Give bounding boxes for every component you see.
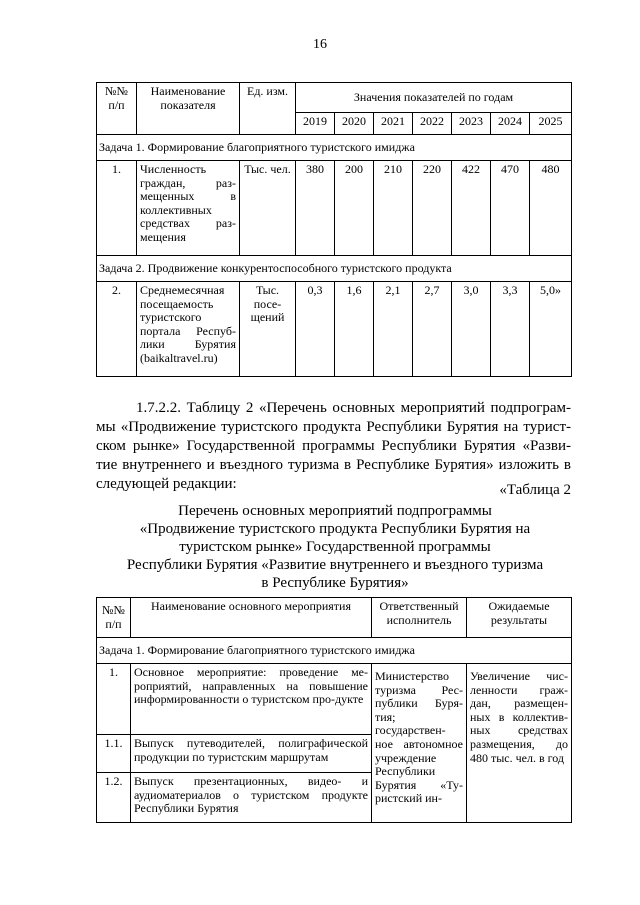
executor-cell: Министерство туризма Рес-публики Буря-тия; государствен-ное автономное учреждение Республики Бурятия «Ту-ристский ин-: [372, 664, 467, 823]
value-cell: 3,3: [491, 282, 530, 377]
value-cell: 200: [335, 161, 374, 256]
indicator-unit: Тыс. чел.: [240, 161, 296, 256]
value-cell: 2,1: [374, 282, 413, 377]
title-line: туристском рынке» Государственной программы: [179, 539, 491, 555]
value-cell: 1,6: [335, 282, 374, 377]
header-year: 2022: [413, 113, 452, 135]
value-cell: 422: [452, 161, 491, 256]
row-num: 1.2.: [97, 773, 131, 823]
activity-name: Выпуск презентационных, видео- и аудиоматериалов о туристском продукте Республики Бурятия: [131, 773, 372, 823]
indicators-table: [96, 82, 572, 377]
indicator-name: Численность граждан, раз-мещенных в коллективных средствах раз-мещения: [137, 161, 240, 256]
page-number: 16: [313, 37, 327, 52]
header-year: 2023: [452, 113, 491, 135]
header-num: №№ п/п: [97, 598, 131, 638]
title-line: Республики Бурятия «Развитие внутреннего и въездного туризма: [126, 557, 544, 573]
row-num: 1.: [97, 161, 137, 256]
header-year: 2024: [491, 113, 530, 135]
results-cell: Увеличение чис-ленности граж-дан, размещен-ных в коллектив-ных средствах размещения, до 480 тыс. чел. в год: [467, 664, 572, 823]
activities-table: [96, 597, 572, 823]
task-row: Задача 1. Формирование благоприятного туристского имиджа: [97, 638, 572, 664]
task-row: Задача 1. Формирование благоприятного туристского имиджа: [97, 135, 572, 161]
activity-name: Выпуск путеводителей, полиграфической продукции по туристским маршрутам: [131, 735, 372, 773]
indicator-unit: Тыс. посе-щений: [240, 282, 296, 377]
header-indicator-name: Наименование показателя: [137, 83, 240, 135]
task-row: Задача 2. Продвижение конкурентоспособного туристского продукта: [97, 256, 572, 282]
header-results: Ожидаемые результаты: [467, 598, 572, 638]
value-cell: 0,3: [296, 282, 335, 377]
title-line: Перечень основных мероприятий подпрограммы: [178, 503, 492, 519]
activity-name: Основное мероприятие: проведение ме-роприятий, направленных на повышение информированности о туристском про-дукте: [131, 664, 372, 735]
value-cell: 5,0»: [530, 282, 572, 377]
header-year: 2020: [335, 113, 374, 135]
header-activity-name: Наименование основного мероприятия: [131, 598, 372, 638]
header-values-by-year: Значения показателей по годам: [296, 83, 572, 113]
indicator-name: Среднемесячная посещаемость туристского портала Респуб-лики Бурятия (baikaltravel.ru): [137, 282, 240, 377]
header-unit: Ед. изм.: [240, 83, 296, 135]
header-executor: Ответственный исполнитель: [372, 598, 467, 638]
header-year: 2025: [530, 113, 572, 135]
table-title: [120, 502, 550, 592]
amendment-paragraph: 1.7.2.2. Таблицу 2 «Перечень основных мероприятий подпрограм-мы «Продвижение туристского продукта Республики Бурятия на турист-ском рынке» Государственной программы Республики Бурятия «Разви-тие внутреннего и въездного туризма в Республике Бурятия» изложить в следующей редакции:: [96, 400, 571, 492]
header-year: 2019: [296, 113, 335, 135]
title-line: «Продвижение туристского продукта Республики Бурятия на: [139, 521, 531, 537]
row-num: 1.: [97, 664, 131, 735]
row-num: 1.1.: [97, 735, 131, 773]
value-cell: 380: [296, 161, 335, 256]
value-cell: 2,7: [413, 282, 452, 377]
header-year: 2021: [374, 113, 413, 135]
value-cell: 470: [491, 161, 530, 256]
value-cell: 480: [530, 161, 572, 256]
value-cell: 3,0: [452, 282, 491, 377]
value-cell: 220: [413, 161, 452, 256]
title-line: в Республике Бурятия»: [261, 575, 409, 591]
header-num: №№ п/п: [97, 83, 137, 135]
value-cell: 210: [374, 161, 413, 256]
row-num: 2.: [97, 282, 137, 377]
table-label: «Таблица 2: [499, 482, 571, 498]
